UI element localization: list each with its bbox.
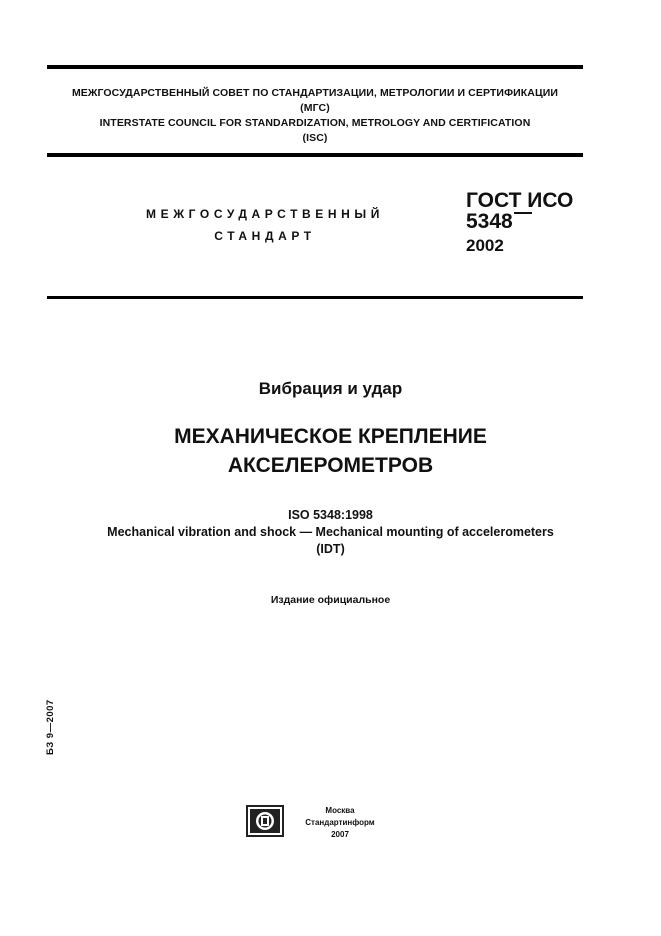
- designation-rule: [47, 296, 583, 299]
- council-en-abbr: (ISC): [302, 132, 328, 144]
- iso-title: Mechanical vibration and shock — Mechanical mounting of accelerometers: [107, 525, 554, 539]
- standartinform-logo-icon: [246, 805, 284, 837]
- publisher-block: [290, 805, 390, 841]
- publisher-city: Москва: [325, 806, 355, 815]
- iso-reference-block: [0, 507, 661, 558]
- gost-dash: [514, 212, 532, 214]
- council-header: [47, 86, 583, 146]
- council-en: INTERSTATE COUNCIL FOR STANDARDIZATION, METROLOGY AND CERTIFICATION: [99, 117, 531, 129]
- iso-reference: ISO 5348:1998: [288, 508, 373, 522]
- gost-number-line: [466, 211, 573, 232]
- gost-year: 2002: [466, 236, 504, 255]
- header-bottom-rule: [47, 153, 583, 157]
- document-title-line1: МЕХАНИЧЕСКОЕ КРЕПЛЕНИЕ: [174, 425, 487, 448]
- top-rule: [47, 65, 583, 69]
- gost-designation: [466, 190, 573, 256]
- publisher-name: Стандартинформ: [305, 818, 375, 827]
- gost-number: 5348: [466, 210, 513, 233]
- standard-type-line1: МЕЖГОСУДАРСТВЕННЫЙ: [146, 207, 384, 221]
- standard-type-line2: СТАНДАРТ: [214, 229, 316, 243]
- publisher-year: 2007: [331, 830, 349, 839]
- idt-marker: (IDT): [316, 542, 345, 556]
- document-subject: Вибрация и удар: [258, 379, 403, 398]
- council-ru-abbr: (МГС): [300, 102, 330, 114]
- side-code: БЗ 9—2007: [45, 699, 56, 755]
- document-title: [0, 422, 661, 480]
- gost-label: ГОСТ ИСО: [466, 189, 574, 212]
- document-title-line2: АКСЕЛЕРОМЕТРОВ: [227, 454, 434, 477]
- standard-type: [120, 203, 410, 247]
- edition-label: Издание официальное: [270, 594, 391, 606]
- council-ru: МЕЖГОСУДАРСТВЕННЫЙ СОВЕТ ПО СТАНДАРТИЗАЦИИ, МЕТРОЛОГИИ И СЕРТИФИКАЦИИ: [71, 87, 559, 99]
